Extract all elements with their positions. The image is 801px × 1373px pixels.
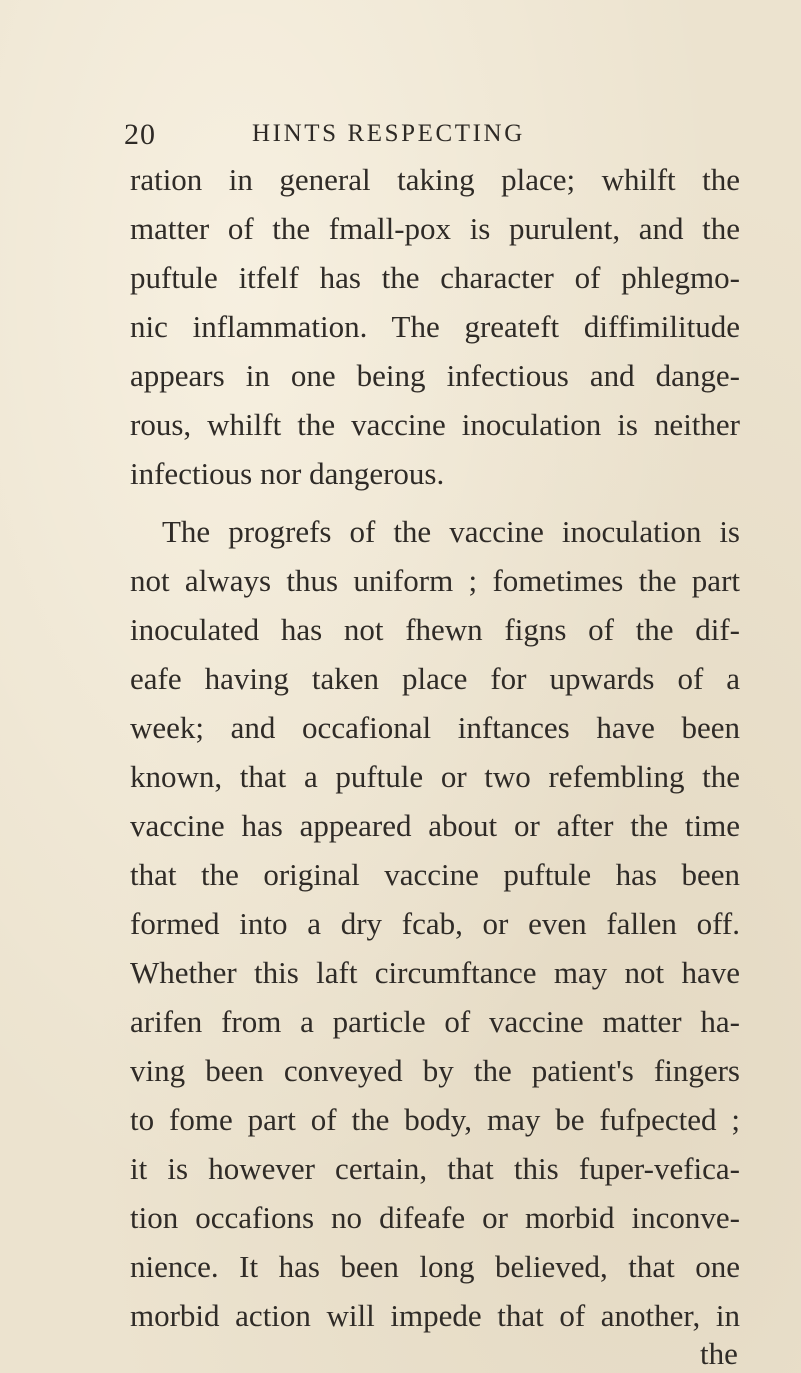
- text-line: arifen from a particle of vaccine matter ha-: [130, 1004, 740, 1039]
- catchword: the: [700, 1336, 738, 1371]
- text-line: rous, whilft the vaccine inoculation is neither: [130, 407, 740, 442]
- text-line: Whether this laft circumftance may not have: [130, 955, 740, 990]
- text-line: morbid action will impede that of another, in: [130, 1298, 740, 1333]
- text-line: formed into a dry fcab, or even fallen off.: [130, 906, 740, 941]
- text-line: that the original vaccine puftule has been: [130, 857, 740, 892]
- text-line: to fome part of the body, may be fufpected ;: [130, 1102, 740, 1137]
- text-line: The progrefs of the vaccine inoculation is: [162, 514, 740, 549]
- text-line: not always thus uniform ; fometimes the part: [130, 563, 740, 598]
- text-line: ration in general taking place; whilft the: [130, 162, 740, 197]
- text-line: inoculated has not fhewn figns of the dif-: [130, 612, 740, 647]
- text-line: known, that a puftule or two refembling the: [130, 759, 740, 794]
- text-line: vaccine has appeared about or after the time: [130, 808, 740, 843]
- text-line: ving been conveyed by the patient's fingers: [130, 1053, 740, 1088]
- text-line: infectious nor dangerous.: [130, 456, 445, 491]
- text-line: nic inflammation. The greateft diffimilitude: [130, 309, 740, 344]
- page-number: 20: [124, 118, 156, 151]
- text-line: eafe having taken place for upwards of a: [130, 661, 740, 696]
- running-head: [124, 118, 744, 158]
- text-line: tion occafions no difeafe or morbid inconve-: [130, 1200, 740, 1235]
- text-line: nience. It has been long believed, that one: [130, 1249, 740, 1284]
- text-line: appears in one being infectious and dange-: [130, 358, 740, 393]
- text-line: it is however certain, that this fuper-vefica-: [130, 1151, 740, 1186]
- text-line: matter of the fmall-pox is purulent, and the: [130, 211, 740, 246]
- text-line: week; and occafional inftances have been: [130, 710, 740, 745]
- text-line: puftule itfelf has the character of phlegmo-: [130, 260, 740, 295]
- running-title: HINTS RESPECTING: [252, 120, 525, 147]
